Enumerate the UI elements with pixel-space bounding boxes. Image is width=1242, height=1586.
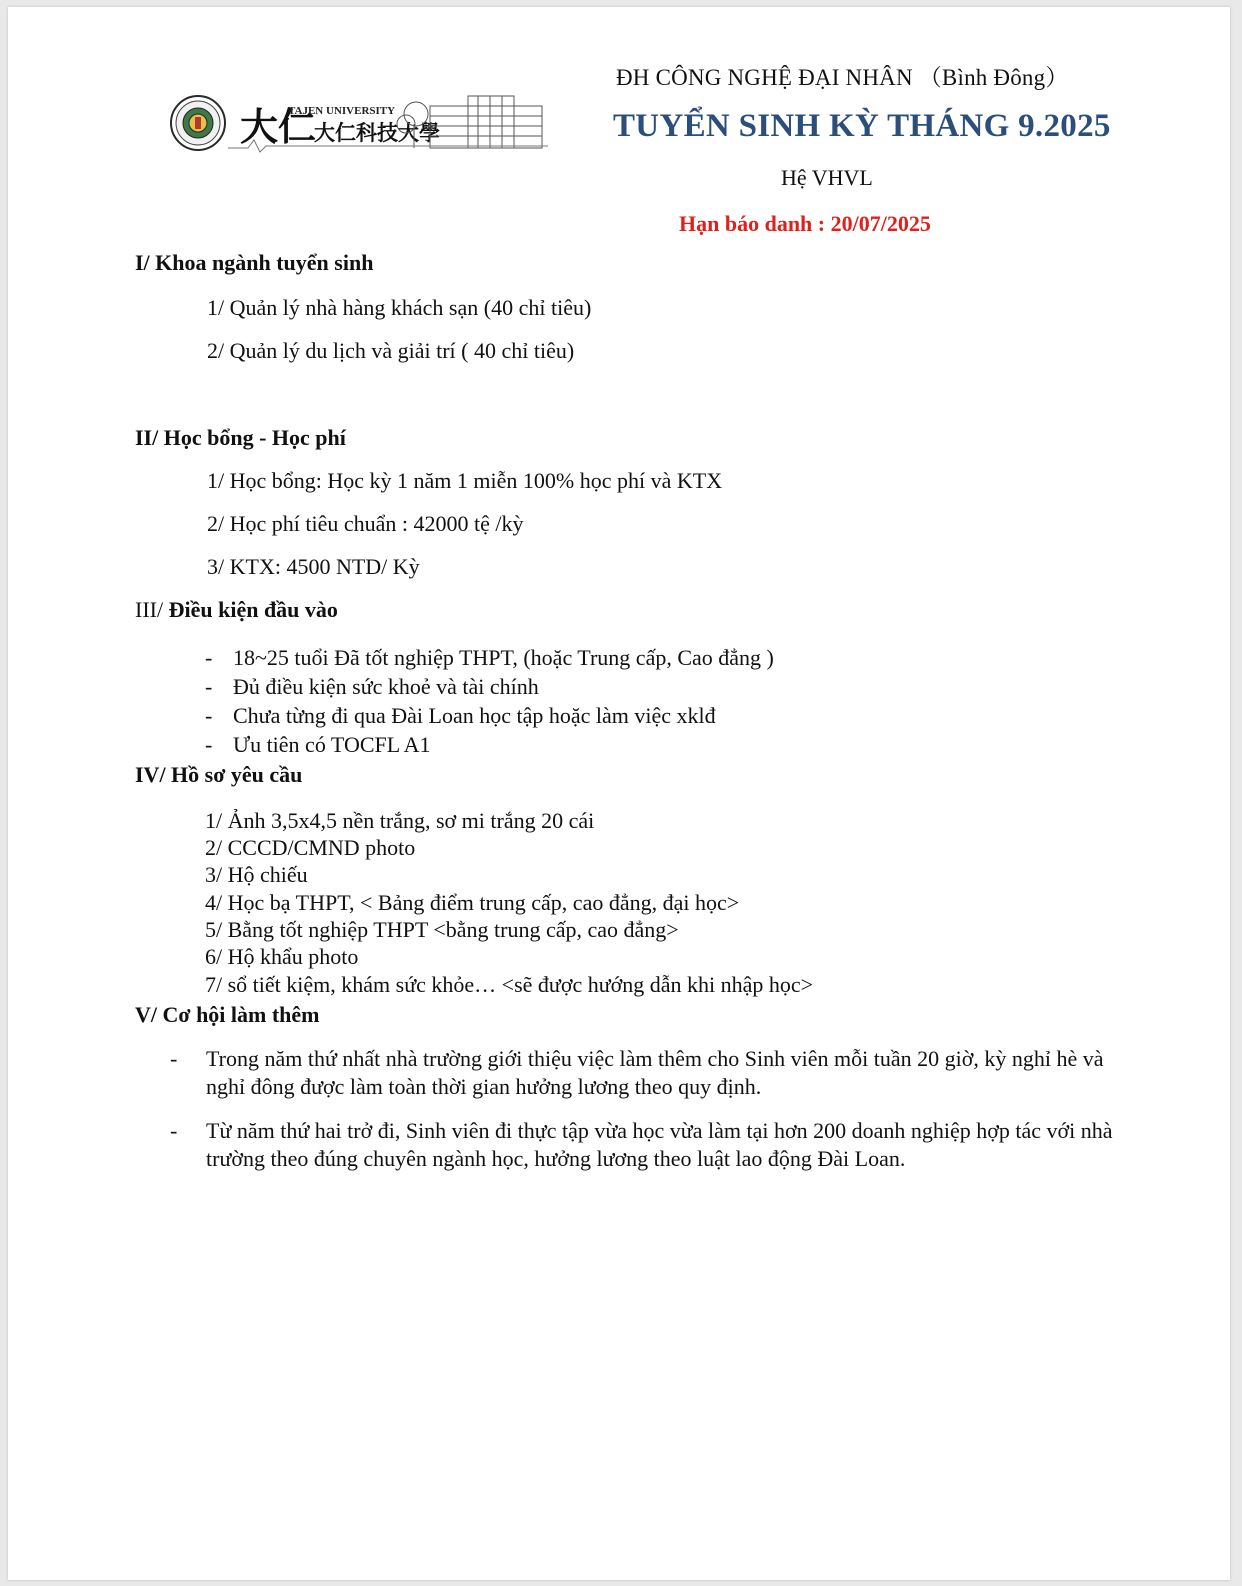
list-item: 4/ Học bạ THPT, < Bảng điểm trung cấp, cao đẳng, đại học> — [205, 890, 740, 915]
list-item: 6/ Hộ khẩu photo — [205, 944, 359, 969]
section-title: Điều kiện đầu vào — [168, 597, 338, 622]
bullet-dash: - — [205, 674, 213, 699]
section-heading-part-time-work: V/ Cơ hội làm thêm — [135, 1002, 320, 1027]
bullet-text: Chưa từng đi qua Đài Loan học tập hoặc làm việc xklđ — [233, 703, 716, 728]
paragraph-text: Từ năm thứ hai trở đi, Sinh viên đi thực tập vừa học vừa làm tại hơn 200 doanh nghiệp hợp tác với nhà trường theo đúng chuyên ngành học, hưởng lương theo luật lao động Đài Loan. — [206, 1118, 1113, 1171]
paragraph-text: Trong năm thứ nhất nhà trường giới thiệu việc làm thêm cho Sinh viên mỗi tuần 20 giờ, kỳ nghỉ hè và nghỉ đông được làm toàn thời gian hưởng lương theo quy định. — [206, 1046, 1104, 1099]
bullet-item — [205, 674, 539, 700]
bullet-item — [205, 645, 774, 671]
list-item: 7/ sổ tiết kiệm, khám sức khỏe… <sẽ được hướng dẫn khi nhập học> — [205, 972, 814, 997]
bullet-dash: - — [205, 645, 213, 670]
section-heading-majors: I/ Khoa ngành tuyển sinh — [135, 250, 374, 275]
tajen-university-logo — [168, 92, 550, 154]
paragraph-item — [170, 1045, 1126, 1101]
logo-chinese-small: 大仁科技大學 — [314, 120, 440, 145]
list-item: 1/ Học bổng: Học kỳ 1 năm 1 miễn 100% học phí và KTX — [207, 468, 723, 493]
bullet-text: 18~25 tuổi Đã tốt nghiệp THPT, (hoặc Trung cấp, Cao đẳng ) — [233, 645, 774, 670]
list-item: 3/ KTX: 4500 NTD/ Kỳ — [207, 554, 420, 579]
page-title: TUYỂN SINH KỲ THÁNG 9.2025 — [613, 108, 1111, 144]
section-heading-scholarship: II/ Học bổng - Học phí — [135, 425, 346, 450]
bullet-item — [205, 732, 431, 758]
list-item: 3/ Hộ chiếu — [205, 862, 308, 887]
list-item: 2/ CCCD/CMND photo — [205, 835, 416, 860]
list-item: 1/ Ảnh 3,5x4,5 nền trắng, sơ mi trắng 20 cái — [205, 808, 595, 833]
section-heading-entry-requirements — [135, 597, 338, 623]
bullet-dash: - — [170, 1046, 178, 1071]
list-item: 1/ Quản lý nhà hàng khách sạn (40 chỉ tiêu) — [207, 295, 592, 320]
bullet-dash: - — [205, 732, 213, 757]
bullet-dash: - — [205, 703, 213, 728]
program-type: Hệ VHVL — [781, 165, 873, 190]
logo-chinese-large: 大仁 — [240, 104, 317, 149]
university-name: ĐH CÔNG NGHỆ ĐẠI NHÂN （Bình Đông） — [616, 65, 1069, 90]
list-item: 2/ Học phí tiêu chuẩn : 42000 tệ /kỳ — [207, 511, 524, 536]
bullet-text: Ưu tiên có TOCFL A1 — [233, 732, 431, 757]
bullet-text: Đủ điều kiện sức khoẻ và tài chính — [233, 674, 539, 699]
logo-english-name: TAJEN UNIVERSITY — [288, 105, 396, 117]
bullet-item — [205, 703, 716, 729]
section-heading-documents: IV/ Hồ sơ yêu cầu — [135, 762, 303, 787]
university-seal-icon — [171, 96, 225, 150]
list-item: 2/ Quản lý du lịch và giải trí ( 40 chỉ tiêu) — [207, 338, 575, 363]
section-number: III/ — [135, 597, 169, 622]
registration-deadline: Hạn báo danh : 20/07/2025 — [679, 211, 931, 236]
paragraph-item — [170, 1117, 1126, 1173]
bullet-dash: - — [170, 1118, 178, 1143]
document-page — [8, 7, 1230, 1580]
list-item: 5/ Bằng tốt nghiệp THPT <bằng trung cấp, cao đẳng> — [205, 917, 679, 942]
